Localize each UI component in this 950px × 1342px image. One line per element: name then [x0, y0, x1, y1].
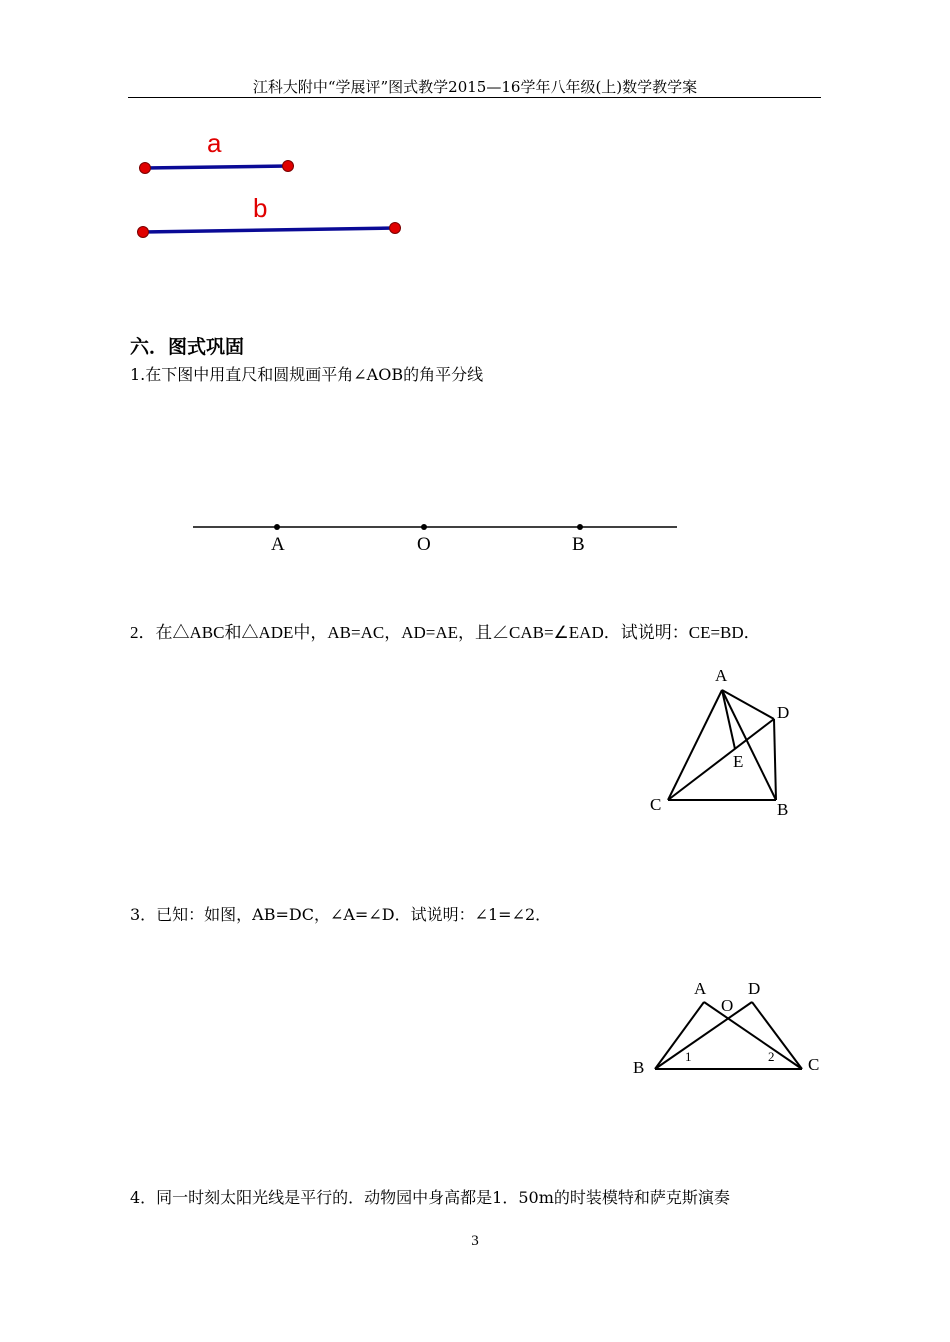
segment-a: [145, 166, 288, 168]
label-A: A: [694, 979, 707, 998]
question-4-text: 4．同一时刻太阳光线是平行的．动物园中身高都是1．50m的时装模特和萨克斯演奏: [130, 1188, 730, 1207]
crossed-triangles-figure: [630, 975, 825, 1080]
segments-figure: [130, 125, 420, 245]
question-3-text: 3．已知：如图，AB=DC，∠A=∠D．试说明：∠1=∠2．: [130, 905, 552, 924]
segment-a-left-point: [140, 163, 151, 174]
point-A: [274, 524, 280, 530]
segment-CD: [668, 719, 774, 800]
point-B: [577, 524, 583, 530]
side-CD: [752, 1002, 802, 1069]
point-O: [421, 524, 427, 530]
side-DB: [655, 1002, 752, 1069]
page-header: 江科大附中“学展评”图式教学2015—16学年八年级(上)数学教学案: [252, 78, 698, 96]
label-D: D: [777, 703, 790, 722]
segment-b: [143, 228, 395, 232]
segment-b-label: b: [253, 193, 268, 223]
section-title: 六．图式巩固: [130, 336, 245, 358]
straight-angle-figure: [190, 515, 685, 560]
question-1-text: 1.在下图中用直尺和圆规画平角∠AOB的角平分线: [130, 365, 484, 384]
label-A: A: [715, 666, 728, 685]
segment-b-right-point: [390, 223, 401, 234]
label-B: B: [572, 534, 585, 555]
page-number: 3: [471, 1233, 479, 1249]
side-AC: [668, 690, 722, 800]
triangles-abc-ade-figure: [640, 660, 810, 825]
side-DB: [774, 719, 776, 800]
label-A: A: [271, 534, 285, 555]
label-B: B: [633, 1058, 645, 1077]
segment-a-label: a: [207, 128, 222, 158]
label-B: B: [777, 800, 789, 819]
angle-1-label: 1: [685, 1049, 692, 1064]
side-AE: [722, 690, 735, 749]
side-BA: [655, 1002, 704, 1069]
segment-a-right-point: [283, 161, 294, 172]
side-AB: [722, 690, 776, 800]
label-O: O: [417, 534, 431, 555]
header-rule: [128, 97, 821, 98]
segment-b-left-point: [138, 227, 149, 238]
label-O: O: [721, 996, 734, 1015]
label-C: C: [808, 1055, 820, 1074]
label-C: C: [650, 795, 662, 814]
question-2-text: 2．在△ABC和△ADE中，AB=AC，AD=AE，且∠CAB=∠EAD．试说明：CE=BD．: [130, 623, 761, 642]
side-AC: [704, 1002, 802, 1069]
label-E: E: [733, 752, 744, 771]
label-D: D: [748, 979, 761, 998]
angle-2-label: 2: [768, 1049, 775, 1064]
